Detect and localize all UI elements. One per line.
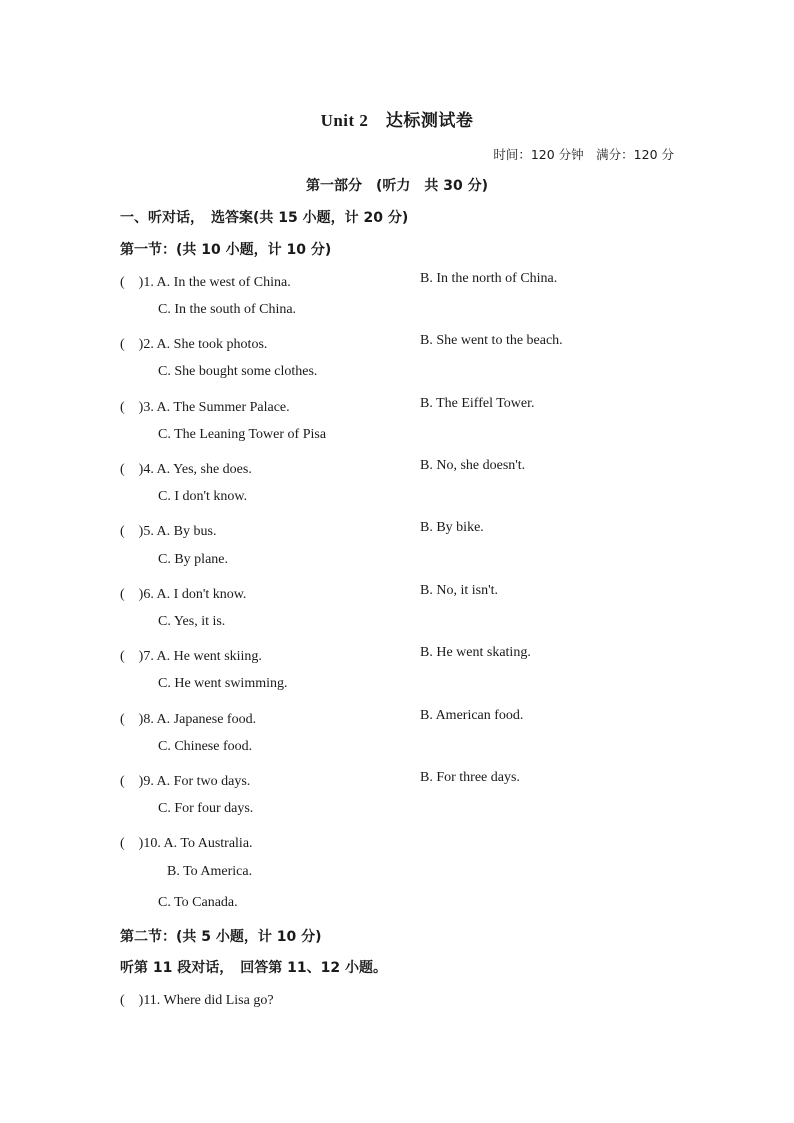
question-8: ( )8. A. Japanese food.: [120, 712, 257, 727]
question-4: ( )4. A. Yes, she does.: [120, 462, 252, 477]
question-7: ( )7. A. He went skiing.: [120, 649, 262, 664]
question-7-option-c: C. He went swimming.: [158, 676, 288, 691]
question-7-option-b: B. He went skating.: [420, 645, 531, 660]
question-5-option-c: C. By plane.: [158, 552, 228, 567]
question-2-option-c: C. She bought some clothes.: [158, 364, 318, 379]
question-2-option-b: B. She went to the beach.: [420, 333, 563, 348]
question-10-option-c: C. To Canada.: [158, 895, 238, 910]
subsection-heading-2: 第二节：(共 5 小题，计 10 分): [120, 929, 322, 945]
section-heading: 一、听对话， 选答案(共 15 小题，计 20 分): [120, 210, 409, 226]
exam-meta: 时间：120 分钟 满分：120 分: [493, 147, 674, 162]
question-5-option-b: B. By bike.: [420, 520, 484, 535]
question-6: ( )6. A. I don't know.: [120, 587, 247, 602]
question-10-option-b: B. To America.: [167, 864, 253, 879]
question-1: ( )1. A. In the west of China.: [120, 275, 291, 290]
question-8-option-b: B. American food.: [420, 708, 524, 723]
question-9-option-b: B. For three days.: [420, 770, 520, 785]
question-3-option-c: C. The Leaning Tower of Pisa: [158, 427, 327, 442]
part-heading: 第一部分 (听力 共 30 分): [305, 178, 489, 194]
question-4-option-c: C. I don't know.: [158, 489, 248, 504]
question-4-option-b: B. No, she doesn't.: [420, 458, 526, 473]
question-9-option-c: C. For four days.: [158, 801, 254, 816]
page-title: Unit 2 达标测试卷: [320, 111, 474, 130]
question-2: ( )2. A. She took photos.: [120, 337, 268, 352]
question-3-option-b: B. The Eiffel Tower.: [420, 396, 535, 411]
question-11: ( )11. Where did Lisa go?: [120, 993, 274, 1008]
question-10: ( )10. A. To Australia.: [120, 836, 253, 851]
subsection-heading-1: 第一节：(共 10 小题，计 10 分): [120, 242, 332, 258]
question-1-option-b: B. In the north of China.: [420, 271, 558, 286]
question-6-option-b: B. No, it isn't.: [420, 583, 498, 598]
question-9: ( )9. A. For two days.: [120, 774, 251, 789]
instruction-11-12: 听第 11 段对话， 回答第 11、12 小题。: [120, 960, 387, 976]
question-1-option-c: C. In the south of China.: [158, 302, 297, 317]
question-5: ( )5. A. By bus.: [120, 524, 217, 539]
question-6-option-c: C. Yes, it is.: [158, 614, 226, 629]
question-8-option-c: C. Chinese food.: [158, 739, 253, 754]
question-3: ( )3. A. The Summer Palace.: [120, 400, 290, 415]
